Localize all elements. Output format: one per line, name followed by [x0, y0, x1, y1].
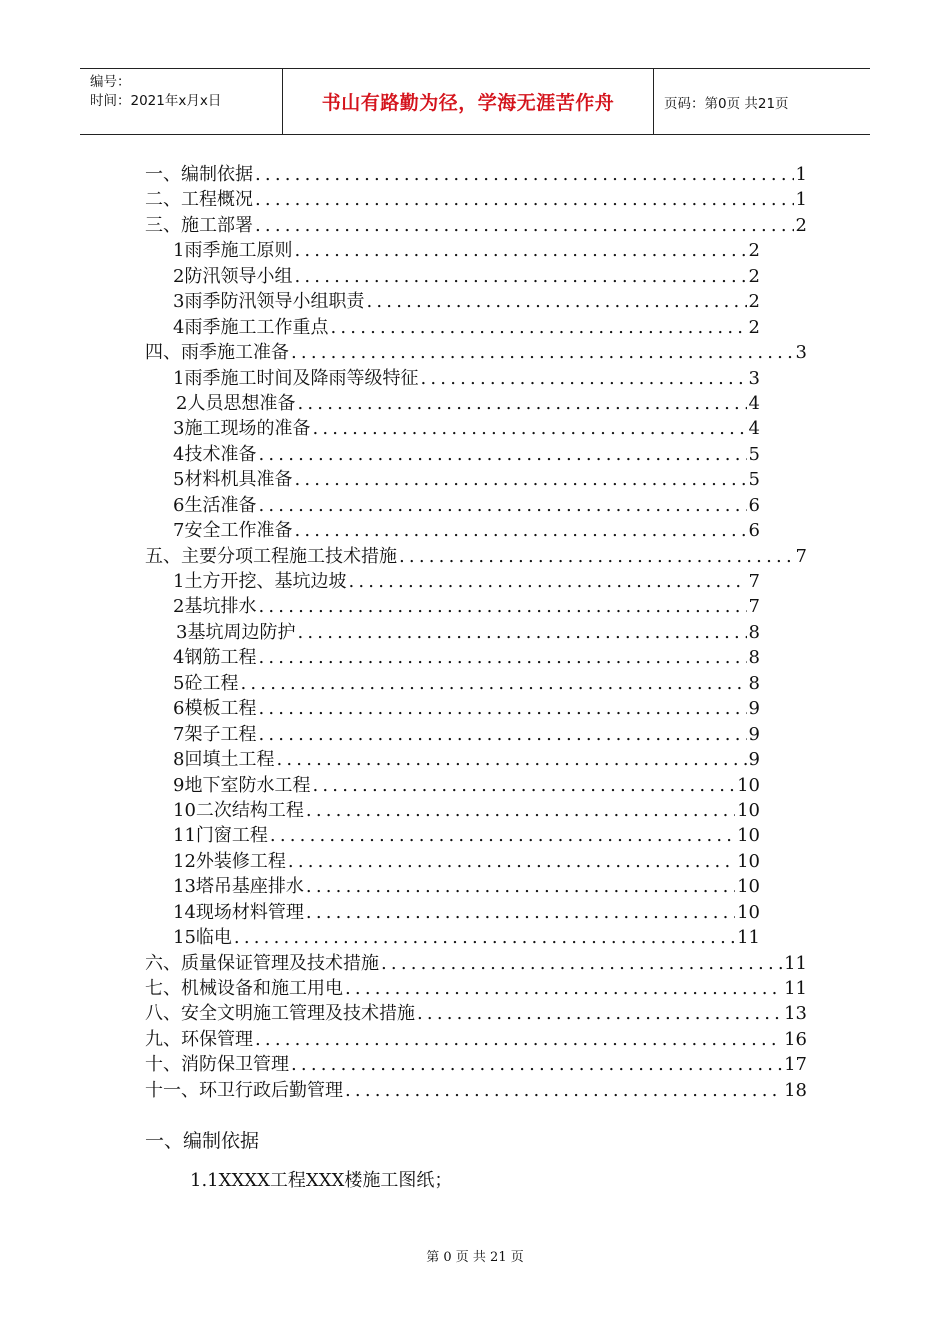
toc-entry-label: 10二次结构工程	[173, 799, 304, 821]
toc-entry-label: 4钢筋工程	[173, 647, 257, 669]
toc-entry-label: 5砼工程	[173, 672, 239, 694]
toc-entry[interactable]	[145, 1050, 807, 1075]
toc-entry-page: 13	[784, 1003, 807, 1025]
toc-entry-label: 2防汛领导小组	[173, 265, 293, 287]
toc-entry-label: 九、环保管理	[145, 1028, 253, 1050]
toc-leader-dots	[294, 469, 746, 490]
toc-entry[interactable]	[145, 313, 760, 338]
toc-entry-page: 2	[748, 240, 760, 262]
toc-entry[interactable]	[145, 720, 760, 745]
toc-leader-dots	[348, 571, 746, 592]
toc-entry[interactable]	[145, 1076, 807, 1101]
toc-entry-label: 12外装修工程	[173, 850, 286, 872]
toc-entry-label: 2人员思想准备	[176, 392, 296, 414]
toc-leader-dots	[312, 418, 746, 439]
toc-leader-dots	[258, 444, 746, 465]
toc-entry-label: 3基坑周边防护	[176, 621, 296, 643]
toc-entry-page: 7	[748, 571, 760, 592]
toc-entry-page: 11	[737, 927, 760, 949]
toc-entry-page: 1	[795, 164, 807, 185]
toc-leader-dots	[306, 902, 735, 923]
toc-entry[interactable]	[145, 287, 760, 312]
toc-entry-page: 2	[748, 316, 760, 338]
toc-entry-page: 16	[784, 1028, 807, 1050]
toc-entry-label: 8回填土工程	[173, 749, 275, 771]
toc-entry[interactable]	[145, 694, 760, 719]
toc-entry-label: 八、安全文明施工管理及技术措施	[145, 1003, 415, 1025]
toc-leader-dots	[417, 1003, 782, 1024]
toc-entry-label: 十一、环卫行政后勤管理	[145, 1079, 343, 1101]
toc-entry-label: 三、施工部署	[145, 214, 253, 236]
toc-leader-dots	[258, 647, 746, 668]
toc-entry[interactable]	[145, 872, 760, 897]
toc-entry[interactable]	[145, 618, 760, 643]
toc-entry-page: 11	[784, 978, 807, 999]
toc-entry-label: 13塔吊基座排水	[173, 876, 304, 898]
toc-entry[interactable]	[145, 491, 760, 516]
toc-leader-dots	[399, 546, 794, 567]
toc-leader-dots	[276, 749, 746, 770]
toc-entry[interactable]	[145, 999, 807, 1024]
header-meta	[80, 69, 282, 134]
toc-leader-dots	[297, 393, 746, 414]
toc-entry-page: 9	[748, 723, 760, 745]
toc-leader-dots	[240, 673, 746, 694]
toc-entry[interactable]	[145, 898, 760, 923]
toc-entry-label: 五、主要分项工程施工技术措施	[145, 545, 397, 567]
toc-leader-dots	[291, 342, 794, 363]
toc-leader-dots	[258, 596, 746, 617]
toc-entry-label: 14现场材料管理	[173, 901, 304, 923]
toc-entry[interactable]	[145, 974, 807, 999]
toc-entry-page: 17	[784, 1054, 807, 1076]
section-heading: 一、编制依据	[145, 1130, 260, 1152]
toc-entry-page: 10	[737, 876, 760, 898]
toc-entry[interactable]	[145, 414, 760, 439]
toc-entry-page: 5	[748, 443, 760, 465]
section-item: 1.1XXXX工程XXX楼施工图纸；	[190, 1170, 453, 1191]
header-page-info: 页码：第0页 共21页	[664, 95, 789, 112]
toc-leader-dots	[381, 953, 782, 974]
toc-leader-dots	[312, 775, 735, 796]
toc-entry[interactable]	[145, 211, 807, 236]
toc-leader-dots	[255, 1029, 782, 1050]
toc-entry[interactable]	[145, 440, 760, 465]
toc-entry-page: 7	[795, 545, 807, 567]
toc-leader-dots	[288, 851, 735, 872]
toc-entry-label: 七、机械设备和施工用电	[145, 978, 343, 999]
toc-entry-page: 7	[748, 596, 760, 618]
toc-entry[interactable]	[145, 821, 760, 846]
toc-leader-dots	[294, 266, 746, 287]
toc-entry-label: 7架子工程	[173, 723, 257, 745]
toc-entry[interactable]	[145, 516, 760, 541]
toc-entry[interactable]	[145, 949, 807, 974]
toc-entry-label: 四、雨季施工准备	[145, 342, 289, 364]
toc-entry-page: 9	[748, 698, 760, 720]
toc-leader-dots	[258, 495, 746, 516]
toc-entry-label: 二、工程概况	[145, 189, 253, 211]
toc-entry-label: 3施工现场的准备	[173, 418, 311, 440]
toc-entry-label: 4技术准备	[173, 443, 257, 465]
table-of-contents	[145, 160, 807, 1101]
toc-entry-page: 10	[737, 850, 760, 872]
toc-entry-label: 3雨季防汛领导小组职责	[173, 291, 365, 313]
toc-entry-page: 8	[748, 621, 760, 643]
toc-entry-page: 6	[748, 520, 760, 542]
toc-entry-page: 4	[748, 392, 760, 414]
toc-entry[interactable]	[145, 567, 760, 592]
toc-entry-label: 十、消防保卫管理	[145, 1054, 289, 1076]
toc-entry-page: 9	[748, 749, 760, 771]
toc-entry-label: 15临电	[173, 927, 232, 949]
toc-entry-page: 10	[737, 799, 760, 821]
toc-entry[interactable]	[145, 185, 807, 210]
toc-entry[interactable]	[145, 236, 760, 261]
toc-leader-dots	[345, 978, 782, 999]
toc-leader-dots	[255, 164, 794, 185]
toc-entry-page: 10	[737, 825, 760, 847]
header-motto: 书山有路勤为径，学海无涯苦作舟	[282, 69, 654, 134]
document-number-label: 编号：	[90, 74, 131, 90]
toc-entry-page: 5	[748, 469, 760, 491]
toc-entry-label: 1土方开挖、基坑边坡	[173, 571, 347, 592]
toc-leader-dots	[270, 825, 735, 846]
toc-leader-dots	[258, 698, 746, 719]
toc-leader-dots	[291, 1054, 782, 1075]
toc-leader-dots	[366, 291, 746, 312]
toc-leader-dots	[255, 215, 794, 236]
toc-entry-page: 11	[784, 952, 807, 974]
toc-entry-label: 9地下室防水工程	[173, 774, 311, 796]
toc-entry[interactable]	[145, 389, 760, 414]
toc-entry-page: 8	[748, 647, 760, 669]
toc-entry-page: 3	[748, 367, 760, 389]
toc-entry-label: 7安全工作准备	[173, 520, 293, 542]
toc-entry-page: 10	[737, 774, 760, 796]
toc-leader-dots	[297, 622, 746, 643]
toc-leader-dots	[330, 317, 746, 338]
toc-entry[interactable]	[145, 669, 760, 694]
toc-entry-label: 六、质量保证管理及技术措施	[145, 952, 379, 974]
toc-entry[interactable]	[145, 338, 807, 363]
toc-leader-dots	[294, 520, 746, 541]
toc-entry-label: 6模板工程	[173, 698, 257, 720]
toc-entry-page: 6	[748, 494, 760, 516]
toc-entry-page: 2	[748, 291, 760, 313]
toc-leader-dots	[294, 240, 746, 261]
toc-entry[interactable]	[145, 771, 760, 796]
page-footer: 第 0 页 共 21 页	[426, 1250, 524, 1265]
toc-entry-page: 10	[737, 901, 760, 923]
toc-entry[interactable]	[145, 592, 760, 617]
toc-entry-page: 1	[795, 189, 807, 211]
toc-entry-page: 2	[748, 265, 760, 287]
toc-entry[interactable]	[145, 542, 807, 567]
toc-entry[interactable]	[145, 643, 760, 668]
toc-entry-label: 一、编制依据	[145, 164, 253, 185]
toc-entry[interactable]	[145, 923, 760, 948]
toc-entry-label: 2基坑排水	[173, 596, 257, 618]
toc-entry[interactable]	[145, 160, 807, 185]
toc-leader-dots	[345, 1080, 782, 1101]
toc-entry[interactable]	[145, 262, 760, 287]
toc-entry-label: 6生活准备	[173, 494, 257, 516]
toc-leader-dots	[306, 800, 735, 821]
toc-entry[interactable]	[145, 1025, 807, 1050]
toc-leader-dots	[420, 368, 746, 389]
toc-entry-page: 3	[795, 342, 807, 364]
toc-leader-dots	[234, 927, 735, 948]
toc-entry-page: 8	[748, 672, 760, 694]
toc-entry-page: 2	[795, 214, 807, 236]
toc-entry-page: 18	[784, 1079, 807, 1101]
toc-leader-dots	[255, 189, 794, 210]
toc-leader-dots	[306, 876, 735, 897]
toc-entry[interactable]	[145, 745, 760, 770]
toc-entry-label: 1雨季施工原则	[173, 240, 293, 262]
toc-entry[interactable]	[145, 364, 760, 389]
page-header	[80, 68, 870, 135]
toc-entry-label: 4雨季施工工作重点	[173, 316, 329, 338]
toc-entry[interactable]	[145, 796, 760, 821]
toc-entry-page: 4	[748, 418, 760, 440]
toc-entry-label: 1雨季施工时间及降雨等级特征	[173, 367, 419, 389]
toc-entry[interactable]	[145, 847, 760, 872]
document-time-label: 时间：2021年x月x日	[90, 93, 222, 109]
toc-leader-dots	[258, 724, 746, 745]
toc-entry-label: 5材料机具准备	[173, 469, 293, 491]
toc-entry[interactable]	[145, 465, 760, 490]
toc-entry-label: 11门窗工程	[173, 825, 268, 847]
